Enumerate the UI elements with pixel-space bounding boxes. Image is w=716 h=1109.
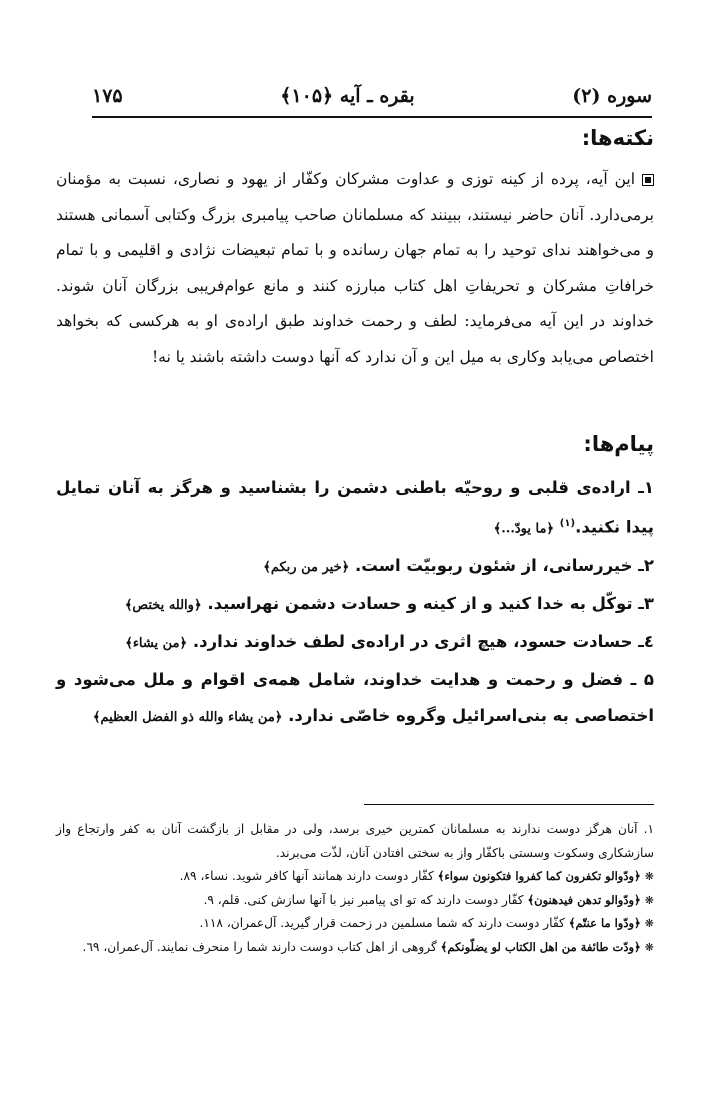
message-item-3 — [56, 586, 654, 624]
square-bullet-icon — [642, 174, 654, 186]
notes-paragraph-text: این آیه، پرده از کینه توزی و عداوت مشرکان وکفّار از یهود و نصاری، نسبت به مؤمنان برمی‌دارد. آنان حاضر نیستند، ببینند که مسلمانان صاحب پیامبری بزرگ وکتابی آسمانی هستند و می‌خواهند ندای توحید را به تمام جهان رسانده و با تمام تبعیضات نژادی و اقلیمی و با تمام خرافاتِ مشرکان و تحریفاتِ اهل کتاب مبارزه کنند و مانع عوام‌فریبی بزرگان آنان شوند. خداوند در این آیه می‌فرماید: لطف و رحمت خداوند طبق اراده‌ی او به هرکسی که بخواهد اختصاص می‌یابد وکاری به میل این و آن ندارد که آنها دوست داشته باشند یا نه! — [56, 170, 654, 366]
message-text: ٤ـ حسادت حسود، هیچ اثری در اراده‌ی لطف خداوند ندارد. — [192, 631, 654, 651]
notes-paragraph — [56, 162, 654, 375]
running-header — [92, 78, 652, 114]
message-text: ۳ـ توکّل به خدا کنید و از کینه و حسادت دشمن نهراسید. — [207, 593, 654, 613]
quran-reference: ﴿من یشاء﴾ — [125, 635, 188, 651]
surah-label: سوره (۲) — [572, 85, 652, 107]
message-item-5 — [56, 662, 654, 736]
footnote-quran-quote: ﴿ودّوالو تدهن فیدهنون﴾ — [527, 892, 641, 907]
footnotes — [56, 818, 654, 959]
asterisk-icon: ❋ — [644, 917, 654, 930]
footnote-text: ۱. آنان هرگز دوست ندارند به مسلمانان کمترین خیری برسد، ولی در مقابل از بازگشت آنان به کفر وارتجاع واز سازشکاری وسکوت وسستی باکفّار واز به سختی افتادن آنان، لذّت می‌برند. — [56, 822, 654, 860]
footnote-quote-2 — [56, 889, 654, 913]
asterisk-icon: ❋ — [644, 870, 654, 883]
footnote-quran-quote: ﴿ودّت طائفة من اهل الکتاب لو یضلّونکم﴾ — [440, 939, 641, 954]
messages-title: پیام‌ها: — [583, 432, 654, 456]
page-number: ۱۷۵ — [92, 85, 123, 107]
quran-reference: ﴿ما یودّ...﴾ — [493, 521, 555, 537]
message-text: ۱ـ اراده‌ی قلبی و روحیّه باطنی دشمن را بشناسید و هرگز به آنان تمایل پیدا نکنید. — [56, 478, 654, 537]
message-text: ۲ـ خیررسانی، از شئون ربوبیّت است. — [354, 555, 654, 575]
footnote-text: کفّار دوست دارند همانند آنها کافر شوید. نساء، ۸۹. — [179, 869, 434, 883]
footnote-rule — [364, 804, 654, 805]
footnote-text: گروهی از اهل کتاب دوست دارند شما را منحرف نمایند. آل‌عمران، ٦٩. — [82, 939, 437, 954]
quran-reference: ﴿خیر من ربکم﴾ — [263, 559, 350, 575]
quran-reference: ﴿والله یختص﴾ — [124, 597, 202, 613]
footnote-text: کفّار دوست دارند که تو ای پیامبر نیز با آنها سازش کنی. قلم، ۹. — [203, 892, 524, 907]
quran-reference: ﴿من یشاء والله ذو الفضل العظیم﴾ — [92, 709, 283, 725]
header-rule — [92, 116, 652, 118]
footnote-quote-4 — [56, 936, 654, 960]
message-item-4 — [56, 624, 654, 662]
footnote-1 — [56, 818, 654, 865]
message-item-2 — [56, 548, 654, 586]
message-item-1 — [56, 470, 654, 548]
footnote-quote-3 — [56, 912, 654, 936]
asterisk-icon: ❋ — [644, 893, 654, 907]
footnote-quran-quote: ﴿ودّوالو تکفرون کما کفروا فتکونون سواء﴾ — [437, 869, 641, 883]
footnote-quran-quote: ﴿ودّوا ما عنتّم﴾ — [568, 916, 641, 930]
notes-title: نکته‌ها: — [581, 126, 654, 150]
footnote-text: کفّار دوست دارند که شما مسلمین در زحمت قرار گیرید. آل‌عمران، ۱۱۸. — [199, 916, 565, 930]
footnote-quote-1 — [56, 865, 654, 889]
messages-list — [56, 470, 654, 736]
footnote-marker: (۱) — [559, 518, 576, 529]
verse-label: بقره ـ آیه ﴿۱۰۵﴾ — [280, 85, 415, 107]
asterisk-icon: ❋ — [644, 940, 654, 954]
message-text: ۵ ـ فضل و رحمت و هدایت خداوند، شامل همه‌ی اقوام و ملل می‌شود و اختصاصی به بنی‌اسرائیل وگروه خاصّی ندارد. — [56, 669, 654, 725]
